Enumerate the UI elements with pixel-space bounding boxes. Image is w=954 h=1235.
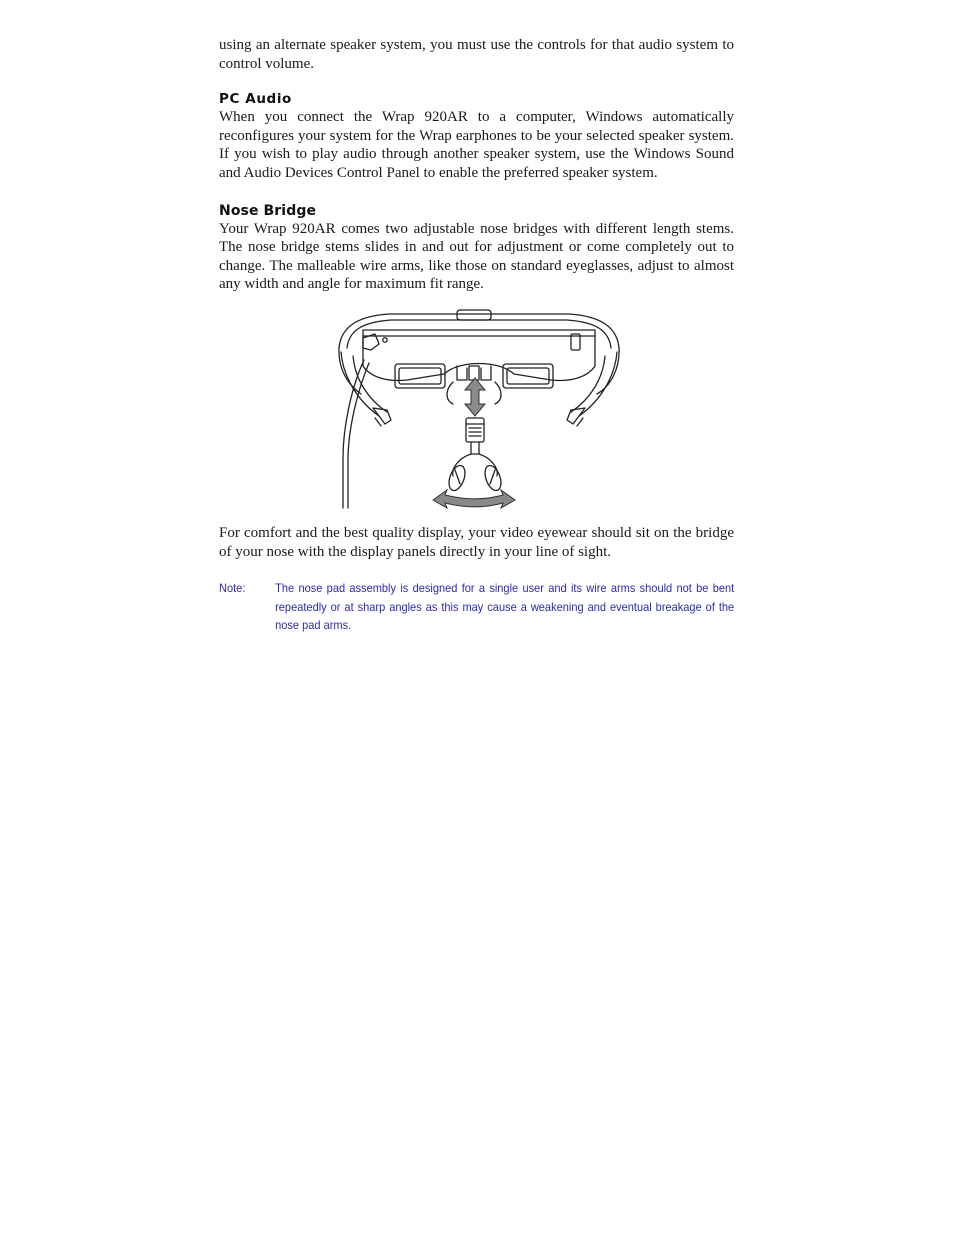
pc-audio-heading: PC Audio (219, 91, 292, 108)
eyewear-nose-bridge-icon (329, 308, 629, 514)
pc-audio-paragraph: When you connect the Wrap 920AR to a computer, Windows automatically reconfigures your system for the Wrap earphones to be your selected speaker system. If you wish to play audio through another speaker system, use the Windows Sound and Audio Devices Control Panel to enable the preferred speaker system. (219, 109, 734, 181)
note-text: The nose pad assembly is designed for a single user and its wire arms should not be bent repeatedly or at sharp angles as this may cause a weakening and eventual breakage of the nose pad arms. (275, 581, 735, 633)
nose-bridge-heading: Nose Bridge (219, 202, 317, 219)
note-callout (219, 579, 734, 635)
intro-paragraph: using an alternate speaker system, you must use the controls for that audio system to control volume. (219, 37, 734, 72)
nose-bridge-figure (329, 308, 629, 514)
document-page (219, 36, 734, 635)
nose-bridge-paragraph: Your Wrap 920AR comes two adjustable nose bridges with different length stems. The nose bridge stems slides in and out for adjustment or come completely out to change. The malleable wire arms, like those on standard eyeglasses, adjust to almost any width and angle for maximum fit range. (219, 220, 734, 293)
note-label: Note: (219, 581, 246, 596)
comfort-paragraph: For comfort and the best quality display, your video eyewear should sit on the bridge of your nose with the display panels directly in your line of sight. (219, 524, 734, 560)
